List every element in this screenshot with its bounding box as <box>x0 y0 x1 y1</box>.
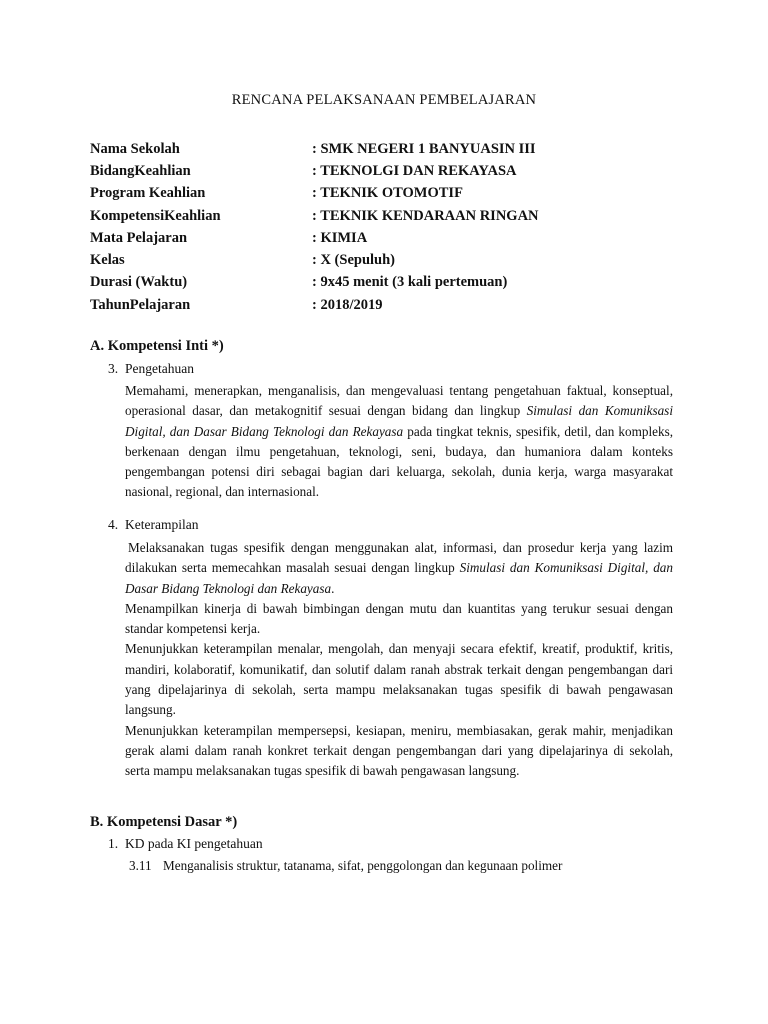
ki-4-paragraphs <box>125 538 673 782</box>
ki-3-label: Pengetahuan <box>125 361 194 376</box>
identity-row-program <box>90 183 539 205</box>
kd-1-number: 1. <box>108 836 119 851</box>
kd-1-item <box>108 836 263 852</box>
identity-row-duration <box>90 272 539 294</box>
identity-value: : TEKNOLGI DAN REKAYASA <box>312 162 517 179</box>
identity-label: BidangKeahlian <box>90 162 191 179</box>
kd-3-11-item <box>129 858 562 874</box>
identity-row-competency <box>90 205 539 227</box>
identity-row-class <box>90 249 539 271</box>
identity-value: : TEKNIK OTOMOTIF <box>312 185 463 202</box>
ki-4-item <box>108 517 198 533</box>
identity-label: Kelas <box>90 252 125 269</box>
identity-value: : 9x45 menit (3 kali pertemuan) <box>312 274 508 291</box>
kd-3-11-text: Menganalisis struktur, tatanama, sifat, penggolongan dan kegunaan polimer <box>163 858 563 873</box>
kd-1-label: KD pada KI pengetahuan <box>125 836 263 851</box>
ki-3-paragraph <box>125 381 673 503</box>
ki-3-italic-scope: Simulasi dan Komuniksasi Digital, dan Dasar Bidang Teknologi dan Rekayasa <box>125 403 673 439</box>
identity-value: : TEKNIK KENDARAAN RINGAN <box>312 207 539 224</box>
ki-4-paragraph-2: Menampilkan kinerja di bawah bimbingan dengan mutu dan kuantitas yang terukur sesuai dengan standar kompetensi kerja. <box>125 600 673 637</box>
identity-label: Program Keahlian <box>90 185 206 202</box>
identity-value: : X (Sepuluh) <box>312 252 395 269</box>
kd-3-11-number: 3.11 <box>129 858 152 873</box>
identity-table <box>90 138 539 316</box>
identity-value: : KIMIA <box>312 229 368 246</box>
identity-row-subject <box>90 227 539 249</box>
identity-value: : SMK NEGERI 1 BANYUASIN III <box>312 140 536 157</box>
identity-label: TahunPelajaran <box>90 296 191 313</box>
ki-4-paragraph-1: Melaksanakan tugas spesifik dengan menggunakan alat, informasi, dan prosedur kerja yang lazim dilakukan serta memecahkan masalah sesuai dengan lingkup Simulasi dan Komuniksasi Digital, dan Dasar Bidang Teknologi dan Rekayasa. <box>125 540 673 596</box>
identity-label: Mata Pelajaran <box>90 229 188 246</box>
identity-label: Nama Sekolah <box>90 140 180 157</box>
identity-row-field <box>90 160 539 182</box>
identity-value: : 2018/2019 <box>312 296 383 313</box>
ki-4-number: 4. <box>108 517 119 532</box>
ki-3-number: 3. <box>108 361 119 376</box>
ki-4-italic-scope: Simulasi dan Komuniksasi Digital, dan Dasar Bidang Teknologi dan Rekayasa <box>125 560 673 596</box>
ki-3-text: Memahami, menerapkan, menganalisis, dan mengevaluasi tentang pengetahuan faktual, konseptual, operasional dasar, dan metakognitif sesuai dengan bidang dan lingkup Simulasi dan Komuniksasi Digital, dan Dasar Bidang Teknologi dan Rekayasa pada tingkat teknis, spesifik, detil, dan kompleks, berkenaan dengan ilmu pengetahuan, teknologi, seni, budaya, dan humaniora dalam konteks pengembangan potensi diri sebagai bagian dari keluarga, sekolah, dunia kerja, warga masyarakat nasional, regional, dan internasional. <box>125 383 674 500</box>
section-a-heading: A. Kompetensi Inti *) <box>90 338 224 354</box>
ki-4-label: Keterampilan <box>125 517 199 532</box>
document-title: RENCANA PELAKSANAAN PEMBELAJARAN <box>231 92 537 108</box>
identity-row-year <box>90 294 539 316</box>
ki-4-paragraph-3: Menunjukkan keterampilan menalar, mengolah, dan menyaji secara efektif, kreatif, produktif, kritis, mandiri, kolaboratif, komunikatif, dan solutif dalam ranah abstrak terkait dengan pengembangan dari yang dipelajarinya di sekolah, serta mampu melaksanakan tugas spesifik di bawah pengawasan langsung. <box>125 641 673 718</box>
identity-label: KompetensiKeahlian <box>90 207 221 224</box>
ki-3-item <box>108 361 194 377</box>
identity-row-school <box>90 138 539 160</box>
identity-label: Durasi (Waktu) <box>90 274 188 291</box>
ki-4-paragraph-4: Menunjukkan keterampilan mempersepsi, kesiapan, meniru, membiasakan, gerak mahir, menjadikan gerak alami dalam ranah konkret terkait dengan pengembangan dari yang dipelajarinya di sekolah, serta mampu melaksanakan tugas spesifik di bawah pengawasan langsung. <box>125 722 673 779</box>
section-b-heading: B. Kompetensi Dasar *) <box>90 814 238 830</box>
